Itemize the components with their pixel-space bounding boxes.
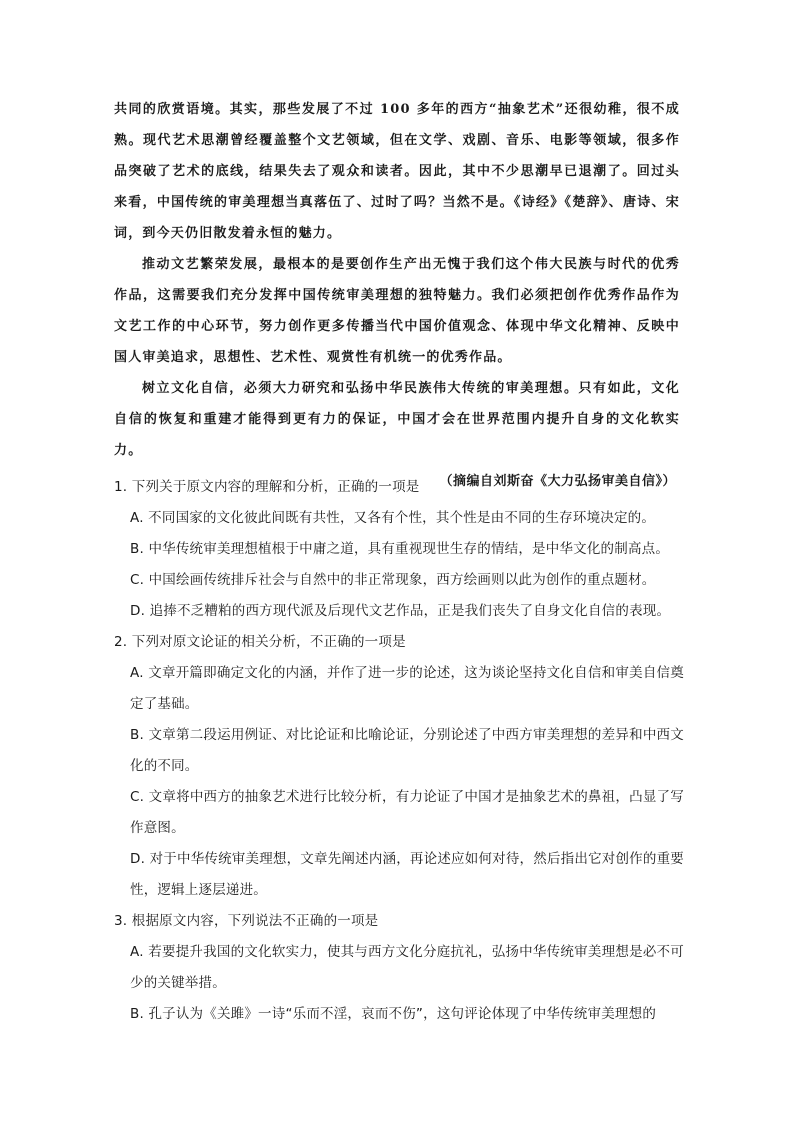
option-c: C. 中国绘画传统排斥社会与自然中的非正常现象，西方绘画则以此为创作的重点题材。 (130, 572, 656, 588)
question-stem: 3. 根据原文内容，下列说法不正确的一项是 (114, 913, 379, 929)
option-a: A. 文章开篇即确定文化的内涵，并作了进一步的论述，这为谈论坚持文化自信和审美自信奠定了基础。 (130, 665, 684, 712)
option-b: B. 孔子认为《关雎》一诗“乐而不淫，哀而不伤”，这句评论体现了中华传统审美理想的 (130, 1006, 657, 1022)
passage-paragraph: 树立文化自信，必须大力研究和弘扬中华民族伟大传统的审美理想。只有如此，文化自信的恢复和重建才能得到更有力的保证，中国才会在世界范围内提升自身的文化软实力。 (114, 381, 680, 458)
question-2 (114, 627, 684, 906)
question-stem: 2. 下列对原文论证的相关分析，不正确的一项是 (114, 634, 406, 650)
question-stem: 1. 下列关于原文内容的理解和分析，正确的一项是 (114, 479, 420, 495)
passage-paragraph: 推动文艺繁荣发展，最根本的是要创作生产出无愧于我们这个伟大民族与时代的优秀作品，这需要我们充分发挥中国传统审美理想的独特魅力。我们必须把创作优秀作品作为文艺工作的中心环节，努力创作更多传播当代中国价值观念、体现中华文化精神、反映中国人审美追求，思想性、艺术性、观赏性有机统一的优秀作品。 (114, 257, 680, 365)
question-3 (114, 906, 684, 1030)
option-b: B. 中华传统审美理想植根于中庸之道，具有重视现世生存的情结，是中华文化的制高点。 (130, 541, 670, 557)
passage-paragraph: 共同的欣赏语境。其实，那些发展了不过 100 多年的西方“抽象艺术”还很幼稚，很不成熟。现代艺术思潮曾经覆盖整个文艺领域，但在文学、戏剧、音乐、电影等领域，很多作品突破了艺术的底线，结果失去了观众和读者。因此，其中不少思潮早已退潮了。回过头来看，中国传统的审美理想当真落伍了、过时了吗？当然不是。《诗经》《楚辞》、唐诗、宋词，到今天仍旧散发着永恒的魅力。 (114, 102, 680, 241)
option-a: A. 不同国家的文化彼此间既有共性，又各有个性，其个性是由不同的生存环境决定的。 (130, 510, 656, 526)
reading-passage (114, 94, 680, 497)
option-d: D. 对于中华传统审美理想，文章先阐述内涵，再论述应如何对待，然后指出它对创作的重要性，逻辑上逐层递进。 (130, 851, 684, 898)
option-a: A. 若要提升我国的文化软实力，使其与西方文化分庭抗礼，弘扬中华传统审美理想是必不可少的关键举措。 (130, 944, 684, 991)
question-list (114, 472, 684, 1030)
option-b: B. 文章第二段运用例证、对比论证和比喻论证，分别论述了中西方审美理想的差异和中西文化的不同。 (130, 727, 684, 774)
option-c: C. 文章将中西方的抽象艺术进行比较分析，有力论证了中国才是抽象艺术的鼻祖，凸显了写作意图。 (130, 789, 684, 836)
question-1 (114, 472, 684, 627)
passage-source: （摘编自刘斯奋《大力弘扬审美自信》） (439, 474, 676, 489)
option-d: D. 追捧不乏糟粕的西方现代派及后现代文艺作品，正是我们丧失了自身文化自信的表现。 (130, 603, 671, 619)
